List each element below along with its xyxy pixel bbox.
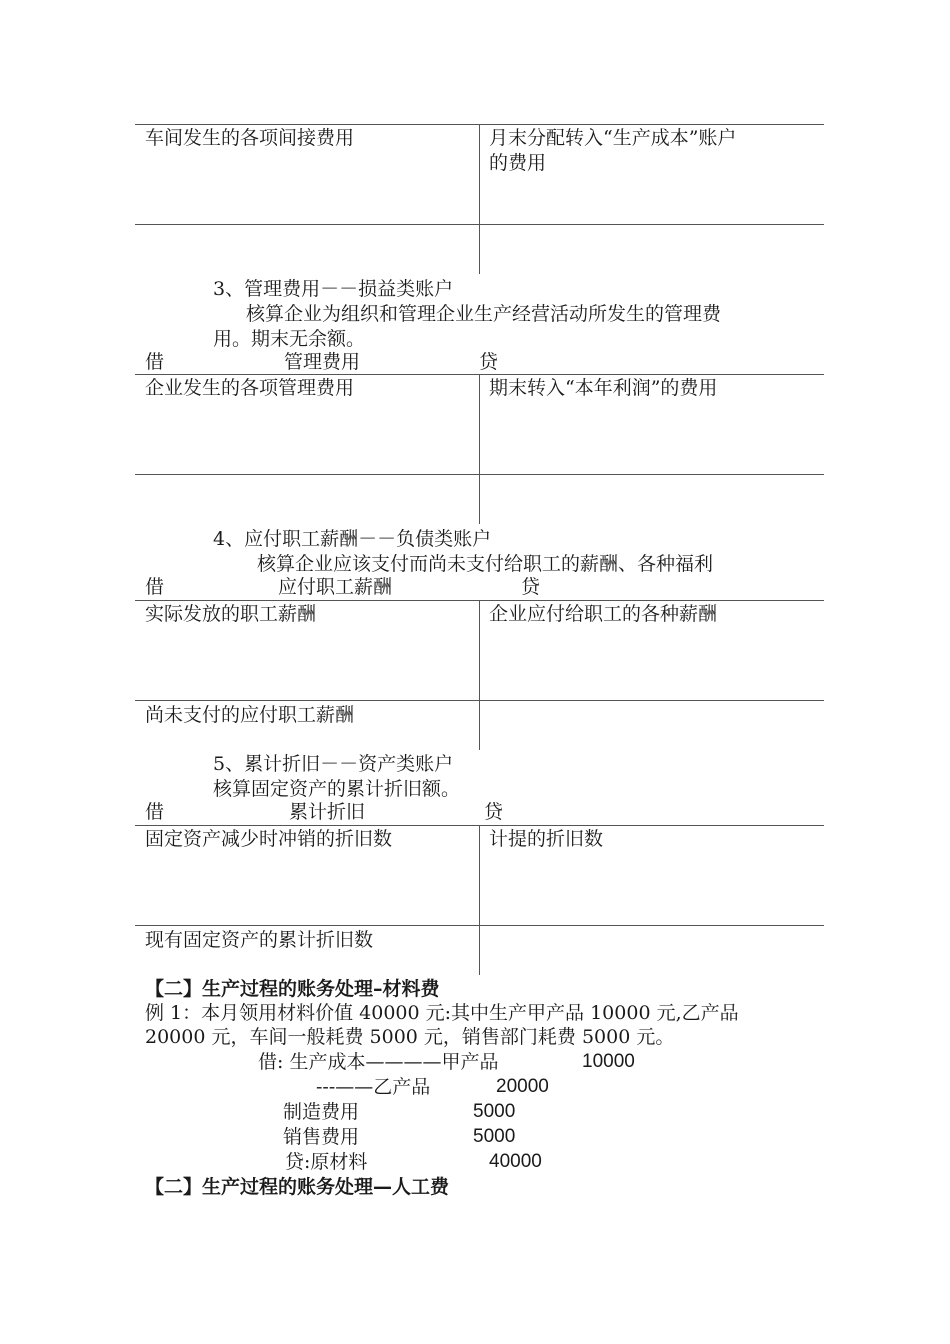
credit-entry: 月末分配转入“生产成本”账户 — [489, 127, 737, 149]
example-text-cont: 20000 元，车间一般耗费 5000 元，销售部门耗费 5000 元。 — [145, 1026, 675, 1048]
debit-entry: 实际发放的职工薪酬 — [145, 603, 317, 625]
credit-entry: 企业应付给职工的各种薪酬 — [489, 603, 718, 625]
debit-label: 借 — [145, 351, 165, 373]
credit-label: 贷 — [521, 576, 541, 598]
account-description-cont: 用。期末无余额。 — [213, 328, 366, 350]
account-name: 管理费用 — [284, 351, 361, 373]
credit-label: 贷 — [484, 801, 504, 823]
balance-entry: 尚未支付的应付职工薪酬 — [145, 704, 355, 726]
section-heading: 【二】生产过程的账务处理—人工费 — [145, 1176, 450, 1198]
account-title: 4、应付职工薪酬－－负债类账户 — [213, 528, 492, 550]
section-heading: 【二】生产过程的账务处理–材料费 — [145, 978, 440, 1000]
t-account-divider — [479, 600, 480, 750]
account-title: 3、管理费用－－损益类账户 — [213, 278, 454, 300]
credit-label: 贷 — [479, 351, 499, 373]
t-account-mid-line — [135, 224, 824, 225]
t-account-mid-line — [135, 700, 824, 701]
journal-entry-label: 借: 生产成本————甲产品 — [258, 1051, 499, 1073]
journal-entry-amount: 10000 — [582, 1051, 635, 1072]
journal-entry-label: 销售费用 — [283, 1126, 360, 1148]
journal-entry-label: 贷:原材料 — [285, 1151, 368, 1173]
journal-entry-label: 制造费用 — [283, 1101, 360, 1123]
example-text: 例 1：本月领用材料价值 40000 元:其中生产甲产品 10000 元,乙产品 — [145, 1002, 739, 1024]
journal-entry-label: ---——乙产品 — [316, 1076, 431, 1098]
account-name: 累计折旧 — [289, 801, 366, 823]
account-name: 应付职工薪酬 — [278, 576, 393, 598]
account-title: 5、累计折旧－－资产类账户 — [213, 753, 454, 775]
balance-entry: 现有固定资产的累计折旧数 — [145, 929, 374, 951]
credit-entry: 期末转入“本年利润”的费用 — [489, 377, 718, 399]
t-account-divider — [479, 374, 480, 524]
journal-entry-amount: 40000 — [489, 1151, 542, 1172]
t-account-divider — [479, 825, 480, 975]
account-description: 核算企业应该支付而尚未支付给职工的薪酬、各种福利 — [257, 553, 714, 575]
debit-label: 借 — [145, 576, 165, 598]
debit-entry: 固定资产减少时冲销的折旧数 — [145, 828, 393, 850]
journal-entry-amount: 5000 — [473, 1126, 516, 1147]
credit-entry-cont: 的费用 — [489, 152, 547, 174]
journal-entry-amount: 20000 — [496, 1076, 549, 1097]
account-description: 核算企业为组织和管理企业生产经营活动所发生的管理费 — [246, 303, 722, 325]
journal-entry-amount: 5000 — [473, 1101, 516, 1122]
debit-entry: 企业发生的各项管理费用 — [145, 377, 355, 399]
debit-entry: 车间发生的各项间接费用 — [145, 127, 355, 149]
t-account-mid-line — [135, 474, 824, 475]
credit-entry: 计提的折旧数 — [489, 828, 604, 850]
t-account-divider — [479, 124, 480, 274]
debit-label: 借 — [145, 801, 165, 823]
account-description: 核算固定资产的累计折旧额。 — [213, 778, 461, 800]
t-account-mid-line — [135, 925, 824, 926]
